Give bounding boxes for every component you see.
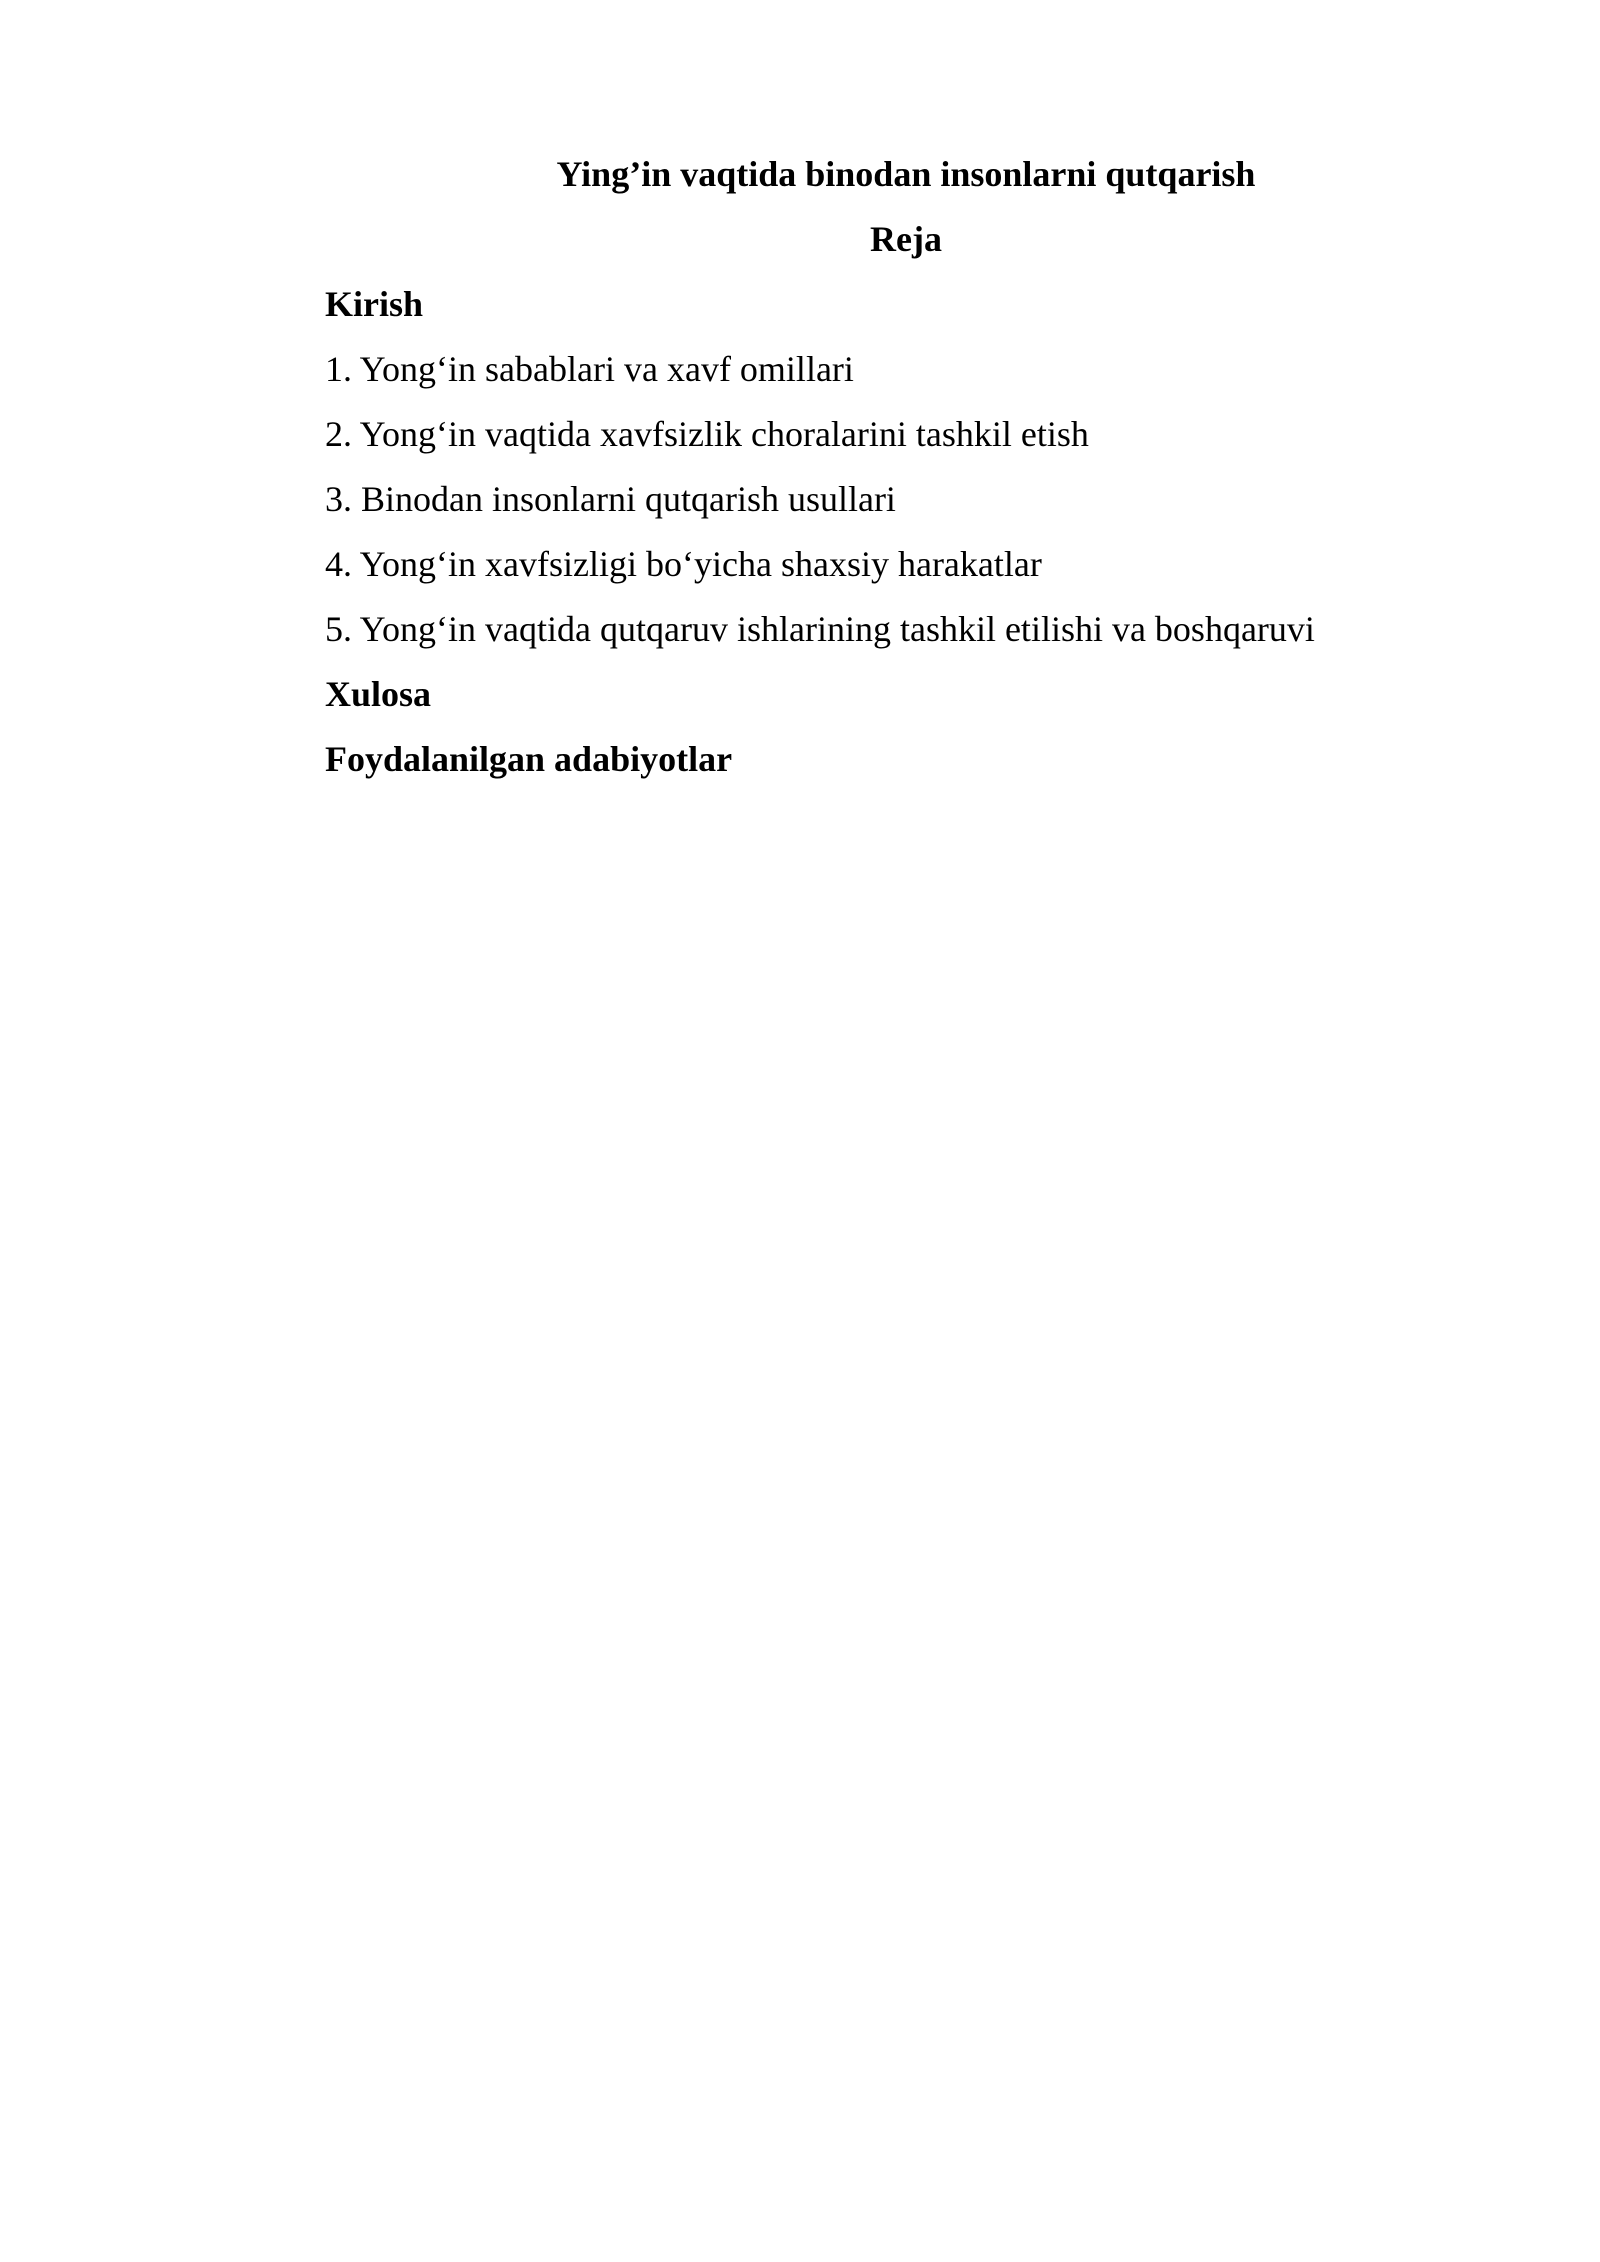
plan-item-2: 2. Yong‘in vaqtida xavfsizlik choralarini tashkil etish <box>325 414 1089 454</box>
references-heading: Foydalanilgan adabiyotlar <box>325 739 733 779</box>
intro-heading: Kirish <box>325 284 424 324</box>
plan-item-5: 5. Yong‘in vaqtida qutqaruv ishlarining tashkil etilishi va boshqaruvi <box>325 609 1315 649</box>
plan-item-3: 3. Binodan insonlarni qutqarish usullari <box>325 479 896 519</box>
conclusion-heading: Xulosa <box>325 674 432 714</box>
plan-item-4: 4. Yong‘in xavfsizligi bo‘yicha shaxsiy harakatlar <box>325 544 1042 584</box>
document-title: Ying’in vaqtida binodan insonlarni qutqarish <box>556 154 1256 194</box>
plan-item-1: 1. Yong‘in sabablari va xavf omillari <box>325 349 854 389</box>
plan-heading: Reja <box>870 219 942 259</box>
